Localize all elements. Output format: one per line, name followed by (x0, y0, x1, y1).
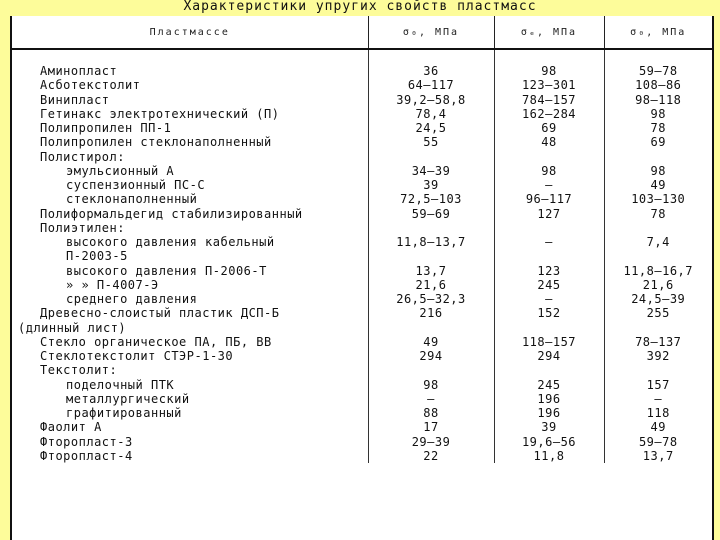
table-row (12, 420, 712, 434)
material-cell: металлургический (12, 392, 368, 406)
value-cell: — (368, 392, 494, 406)
value-cell (368, 249, 494, 263)
value-cell: 69 (494, 121, 604, 135)
value-cell: 98—118 (635, 92, 682, 107)
value-cell: 69 (650, 135, 666, 150)
value-cell: 39 (494, 420, 604, 434)
value-cell: 98 (368, 378, 494, 392)
material-cell: Текстолит: (12, 363, 368, 377)
table-row (12, 406, 712, 420)
table-body (12, 49, 712, 463)
material-cell: Аминопласт (12, 64, 368, 78)
table-row (12, 150, 712, 164)
value-cell (368, 363, 494, 377)
table-row (12, 178, 712, 192)
value-cell (368, 150, 494, 164)
value-cell (604, 221, 712, 235)
value-cell: 49 (368, 335, 494, 349)
material-cell: Стекло органическое ПА, ПБ, ВВ (12, 335, 368, 349)
material-cell: Гетинакс электротехнический (П) (12, 107, 368, 121)
value-cell: 98 (650, 106, 666, 121)
value-cell: 39 (368, 178, 494, 192)
material-cell: Древесно-слоистый пластик ДСП-Б (12, 306, 368, 320)
table-row (12, 164, 712, 178)
value-cell: 24,5—39 (631, 292, 686, 306)
value-cell: 72,5—103 (368, 192, 494, 206)
material-cell: (длинный лист) (12, 321, 368, 335)
value-cell: 784—157 (494, 93, 604, 107)
value-cell: 78 (650, 206, 666, 221)
value-cell: 11,8 (494, 449, 604, 463)
value-cell: 55 (368, 135, 494, 149)
table-row (12, 249, 712, 263)
value-cell (368, 221, 494, 235)
table-row (12, 306, 712, 320)
value-cell: 13,7 (368, 264, 494, 278)
value-cell: 59—78 (638, 434, 678, 449)
value-cell: 19,6—56 (494, 435, 604, 449)
value-cell: 196 (494, 406, 604, 420)
table-row (12, 192, 712, 206)
table-row (12, 93, 712, 107)
table-row (12, 321, 712, 335)
material-cell: высокого давления кабельный (12, 235, 368, 249)
value-cell (604, 321, 712, 335)
value-cell: 39,2—58,8 (368, 93, 494, 107)
value-cell (494, 221, 604, 235)
material-cell: Фаолит А (12, 420, 368, 434)
value-cell: 162—284 (494, 107, 604, 121)
value-cell: 108—86 (635, 78, 682, 93)
table-row (12, 78, 712, 92)
value-cell: 64—117 (368, 78, 494, 92)
value-cell: 245 (494, 278, 604, 292)
value-cell: 103—130 (631, 192, 686, 207)
value-cell: 78 (650, 121, 666, 135)
value-cell (494, 321, 604, 335)
table-row (12, 449, 712, 463)
header-sigma-e: σₑ, МПа (494, 16, 604, 49)
value-cell: 118 (646, 406, 670, 420)
value-cell (604, 249, 712, 263)
value-cell: — (494, 178, 604, 192)
material-cell: Асботекстолит (12, 78, 368, 92)
value-cell: 123 (494, 264, 604, 278)
value-cell: 216 (368, 306, 494, 320)
header-sigma-0b: σ₀, МПа (604, 16, 712, 49)
value-cell: 294 (494, 349, 604, 363)
value-cell (494, 363, 604, 377)
value-cell: 17 (368, 420, 494, 434)
value-cell: 21,6 (368, 278, 494, 292)
value-cell: 294 (368, 349, 494, 363)
table-row (12, 435, 712, 449)
material-cell: Полипропилен стеклонаполненный (12, 135, 368, 149)
table-row (12, 221, 712, 235)
material-cell: Полипропилен ПП-1 (12, 121, 368, 135)
value-cell: 24,5 (368, 121, 494, 135)
material-cell: » » П-4007-Э (12, 278, 368, 292)
material-cell: поделочный ПТК (12, 378, 368, 392)
value-cell: 98 (494, 164, 604, 178)
value-cell: 78,4 (368, 107, 494, 121)
value-cell: 245 (494, 378, 604, 392)
value-cell: 78—137 (635, 334, 682, 349)
material-cell: стеклонаполненный (12, 192, 368, 206)
value-cell: 59—69 (368, 207, 494, 221)
header-sigma-0: σ₀, МПа (368, 16, 494, 49)
value-cell: 34—39 (368, 164, 494, 178)
table-header (12, 16, 712, 49)
value-cell (494, 150, 604, 164)
value-cell: 59—78 (638, 64, 678, 78)
value-cell: 127 (494, 207, 604, 221)
value-cell: 26,5—32,3 (368, 292, 494, 306)
material-cell: Стеклотекстолит СТЭР-1-30 (12, 349, 368, 363)
value-cell: 96—117 (494, 192, 604, 206)
value-cell (494, 249, 604, 263)
value-cell: 13,7 (642, 448, 674, 463)
value-cell: 11,8—16,7 (623, 263, 694, 278)
table-row (12, 392, 712, 406)
value-cell: 196 (494, 392, 604, 406)
material-cell: Полистирол: (12, 150, 368, 164)
material-cell: Полиформальдегид стабилизированный (12, 207, 368, 221)
table-row (12, 349, 712, 363)
table-row (12, 107, 712, 121)
value-cell: 36 (368, 64, 494, 78)
value-cell: 7,4 (646, 235, 670, 249)
material-cell: Винипласт (12, 93, 368, 107)
material-cell: среднего давления (12, 292, 368, 306)
value-cell: — (654, 391, 663, 406)
material-cell: Фторопласт-4 (12, 449, 368, 463)
value-cell: 123—301 (494, 78, 604, 92)
table-row (12, 378, 712, 392)
value-cell: 118—157 (494, 335, 604, 349)
material-cell: эмульсионный А (12, 164, 368, 178)
table-row (12, 292, 712, 306)
value-cell: 98 (650, 163, 666, 178)
material-cell: Фторопласт-3 (12, 435, 368, 449)
value-cell: 21,6 (642, 277, 674, 292)
table-sheet (10, 16, 714, 540)
material-cell: П-2003-5 (12, 249, 368, 263)
material-cell: графитированный (12, 406, 368, 420)
value-cell: 157 (646, 377, 670, 392)
material-cell: высокого давления П-2006-Т (12, 264, 368, 278)
table-row (12, 121, 712, 135)
table-row (12, 335, 712, 349)
value-cell: 98 (494, 64, 604, 78)
table-row (12, 135, 712, 149)
value-cell (604, 363, 712, 377)
value-cell: 49 (650, 178, 666, 192)
value-cell: 392 (646, 349, 670, 363)
material-cell: Полиэтилен: (12, 221, 368, 235)
table-row (12, 64, 712, 78)
table-title: Характеристики упругих свойств пластмасс (183, 0, 537, 14)
value-cell: 11,8—13,7 (368, 235, 494, 249)
properties-table (12, 16, 712, 463)
value-cell: 29—39 (368, 435, 494, 449)
table-row (12, 235, 712, 249)
value-cell: 255 (646, 306, 670, 321)
table-row (12, 264, 712, 278)
value-cell: 22 (368, 449, 494, 463)
header-material: Пластмассе (12, 16, 368, 49)
value-cell: 88 (368, 406, 494, 420)
table-row (12, 363, 712, 377)
table-row (12, 207, 712, 221)
value-cell: — (494, 235, 604, 249)
value-cell (368, 321, 494, 335)
value-cell (604, 150, 712, 164)
value-cell: 48 (494, 135, 604, 149)
value-cell: — (494, 292, 604, 306)
value-cell: 152 (494, 306, 604, 320)
table-row (12, 278, 712, 292)
value-cell: 49 (650, 420, 666, 435)
material-cell: суспензионный ПС-С (12, 178, 368, 192)
spacer-row (12, 49, 712, 64)
